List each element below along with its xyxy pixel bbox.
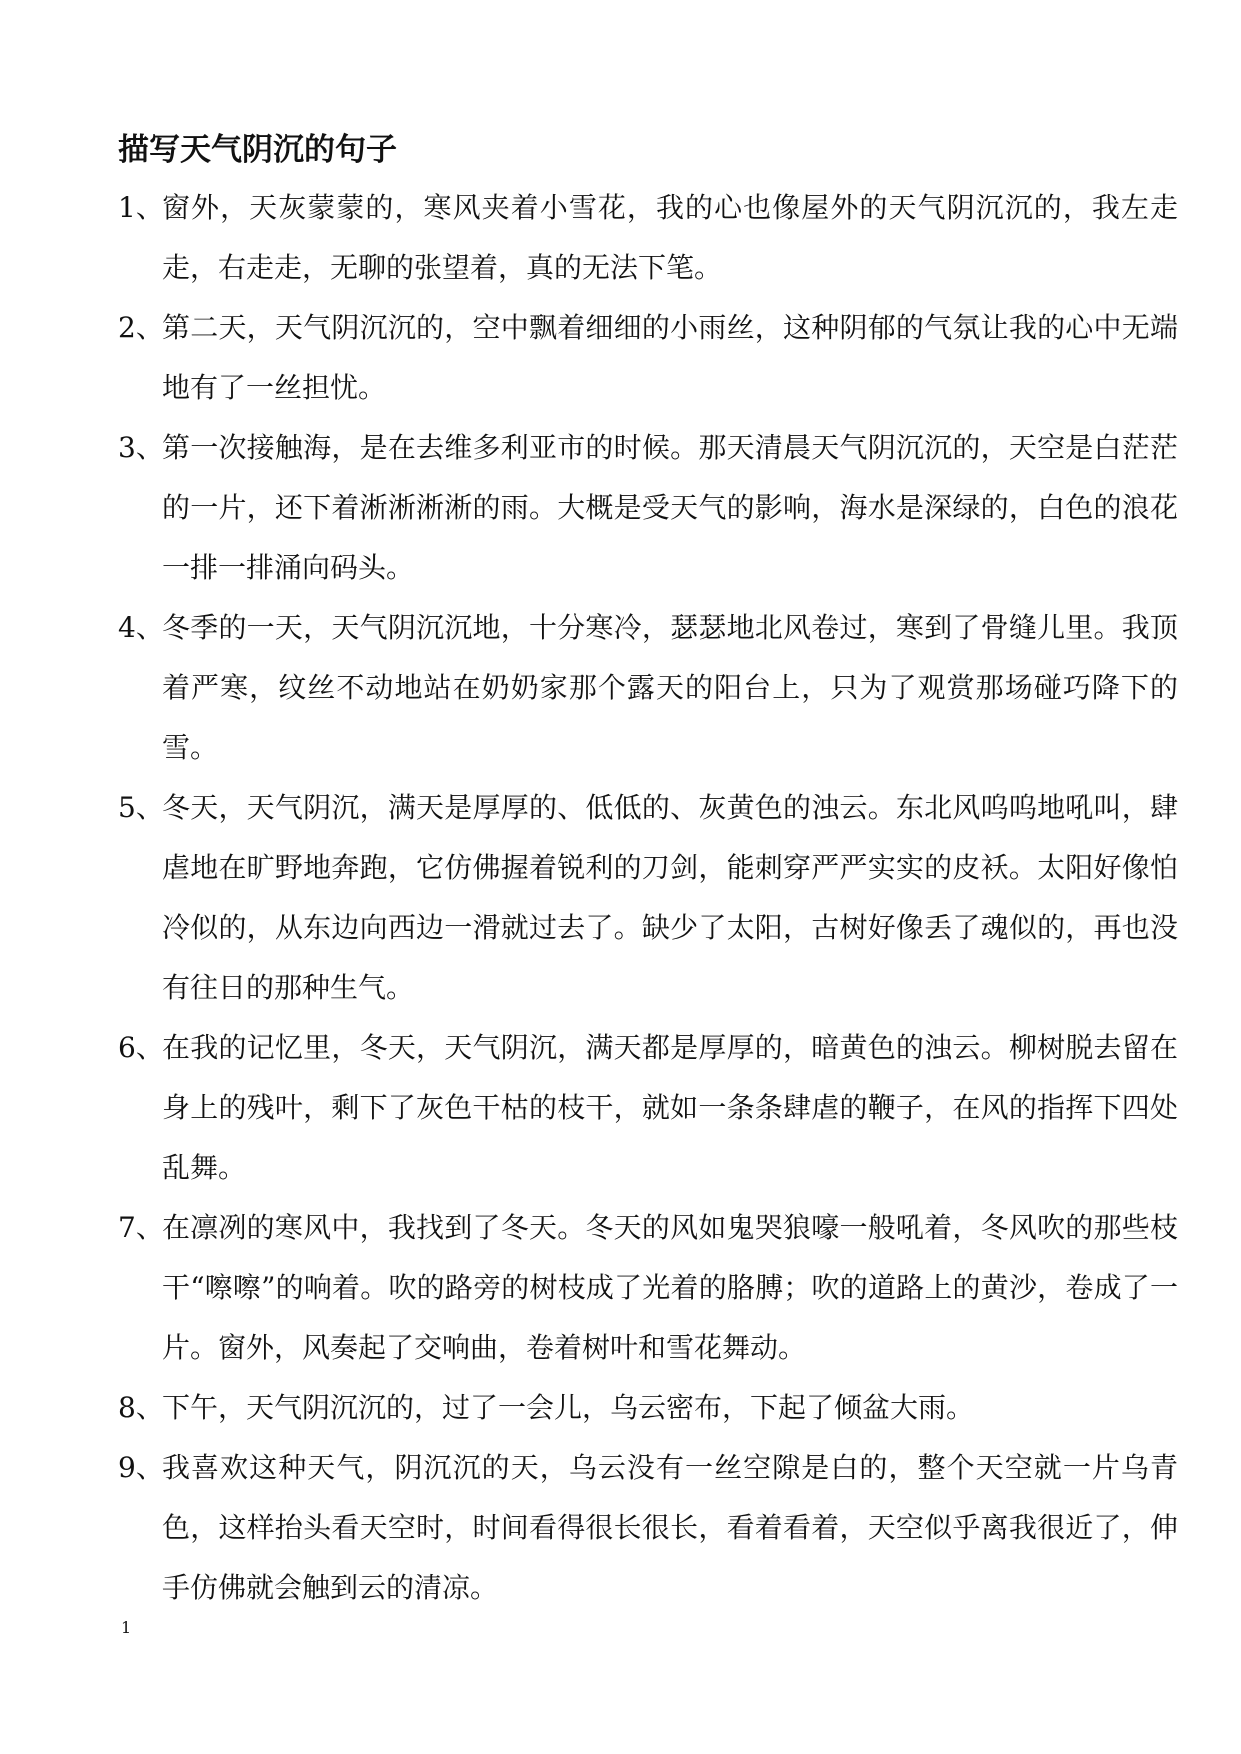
item-number: 8、 bbox=[118, 1391, 164, 1424]
item-text: 下午，天气阴沉沉的，过了一会儿，乌云密布，下起了倾盆大雨。 bbox=[162, 1391, 975, 1424]
item-number: 7、 bbox=[118, 1211, 164, 1244]
list-item bbox=[118, 778, 1178, 1018]
item-text: 冬季的一天，天气阴沉沉地，十分寒冷，瑟瑟地北风卷过，寒到了骨缝儿里。我顶着严寒，纹丝不动地站在奶奶家那个露天的阳台上，只为了观赏那场碰巧降下的雪。 bbox=[162, 611, 1178, 764]
item-text: 在凛冽的寒风中，我找到了冬天。冬天的风如鬼哭狼嚎一般吼着，冬风吹的那些枝干“嚓嚓”的响着。吹的路旁的树枝成了光着的胳膊；吹的道路上的黄沙，卷成了一片。窗外，风奏起了交响曲，卷着树叶和雪花舞动。 bbox=[162, 1211, 1178, 1364]
list-item bbox=[118, 1198, 1178, 1378]
page-number: 1 bbox=[121, 1618, 132, 1637]
item-text: 我喜欢这种天气，阴沉沉的天，乌云没有一丝空隙是白的，整个天空就一片乌青色，这样抬头看天空时，时间看得很长很长，看着看着，天空似乎离我很近了，伸手仿佛就会触到云的清凉。 bbox=[162, 1451, 1178, 1604]
item-number: 9、 bbox=[118, 1451, 164, 1484]
item-number: 2、 bbox=[118, 311, 164, 344]
list-item bbox=[118, 418, 1178, 598]
list-item bbox=[118, 298, 1178, 418]
item-text: 第一次接触海，是在去维多利亚市的时候。那天清晨天气阴沉沉的，天空是白茫茫的一片，还下着淅淅淅淅的雨。大概是受天气的影响，海水是深绿的，白色的浪花一排一排涌向码头。 bbox=[162, 431, 1178, 584]
item-number: 1、 bbox=[118, 191, 164, 224]
item-number: 4、 bbox=[118, 611, 164, 644]
list-item bbox=[118, 598, 1178, 778]
item-number: 3、 bbox=[118, 431, 164, 464]
item-number: 6、 bbox=[118, 1031, 164, 1064]
list-item bbox=[118, 1438, 1178, 1618]
item-text: 窗外，天灰蒙蒙的，寒风夹着小雪花，我的心也像屋外的天气阴沉沉的，我左走走，右走走，无聊的张望着，真的无法下笔。 bbox=[162, 191, 1178, 284]
item-text: 冬天，天气阴沉，满天是厚厚的、低低的、灰黄色的浊云。东北风呜呜地吼叫，肆虐地在旷野地奔跑，它仿佛握着锐利的刀剑，能刺穿严严实实的皮袄。太阳好像怕冷似的，从东边向西边一滑就过去了。缺少了太阳，古树好像丢了魂似的，再也没有往日的那种生气。 bbox=[162, 791, 1178, 1004]
item-number: 5、 bbox=[118, 791, 164, 824]
list-item bbox=[118, 1378, 1178, 1438]
list-item bbox=[118, 178, 1178, 298]
document-title: 描写天气阴沉的句子 bbox=[118, 132, 397, 168]
item-text: 第二天，天气阴沉沉的，空中飘着细细的小雨丝，这种阴郁的气氛让我的心中无端地有了一丝担忧。 bbox=[162, 311, 1178, 404]
item-text: 在我的记忆里，冬天，天气阴沉，满天都是厚厚的，暗黄色的浊云。柳树脱去留在身上的残叶，剩下了灰色干枯的枝干，就如一条条肆虐的鞭子，在风的指挥下四处乱舞。 bbox=[162, 1031, 1178, 1184]
sentence-list bbox=[118, 178, 1178, 1618]
list-item bbox=[118, 1018, 1178, 1198]
